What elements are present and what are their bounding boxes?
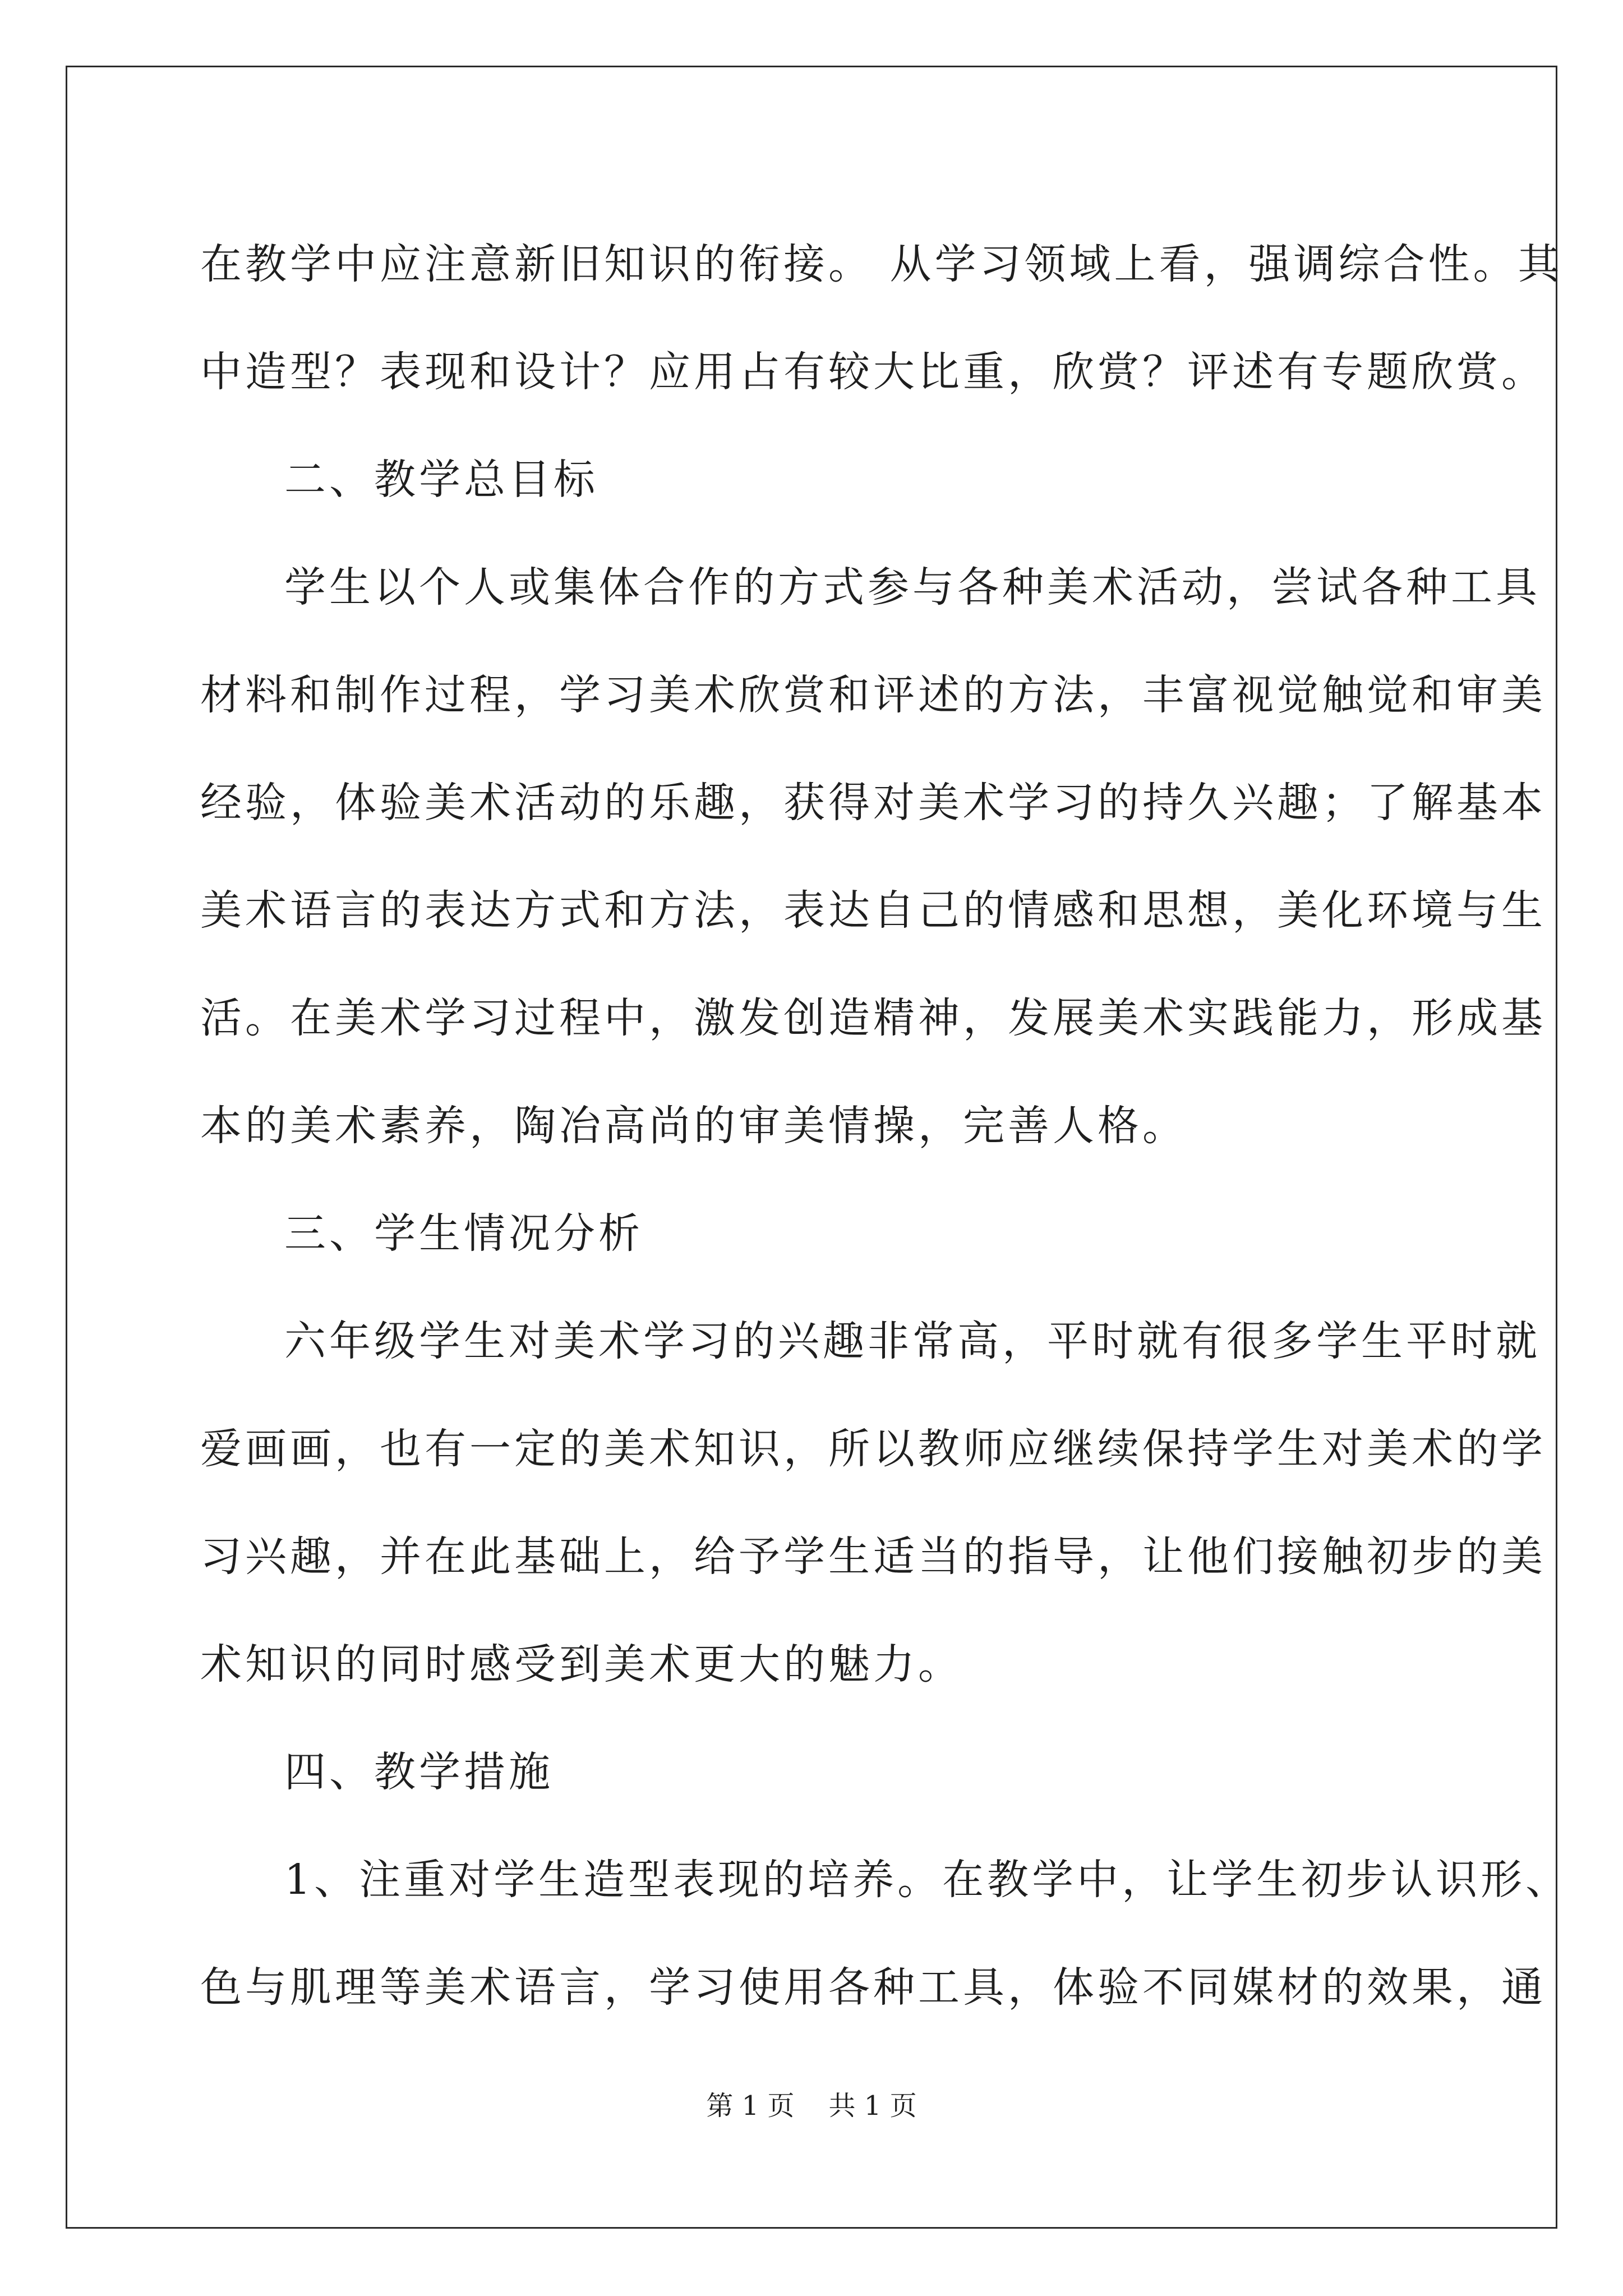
page-footer: 第 1 页 共 1 页	[706, 2090, 917, 2122]
text-line: 材料和制作过程，学习美术欣赏和评述的方法，丰富视觉触觉和审美	[200, 671, 1546, 719]
text-line: 1、注重对学生造型表现的培养。在教学中，让学生初步认识形、	[284, 1856, 1571, 1904]
text-line: 四、教学措施	[284, 1748, 554, 1796]
text-line: 在教学中应注意新旧知识的衔接。 从学习领域上看，强调综合性。其	[200, 240, 1563, 288]
text-line: 活。在美术学习过程中，激发创造精神，发展美术实践能力，形成基	[200, 994, 1546, 1042]
text-line: 术知识的同时感受到美术更大的魅力。	[200, 1640, 963, 1688]
document-body	[200, 210, 1571, 2041]
text-line: 学生以个人或集体合作的方式参与各种美术活动，尝试各种工具	[284, 563, 1541, 611]
text-line: 美术语言的表达方式和方法，表达自己的情感和思想，美化环境与生	[200, 886, 1546, 935]
text-line: 色与肌理等美术语言，学习使用各种工具，体验不同媒材的效果，通	[200, 1963, 1546, 2012]
text-line: 爱画画，也有一定的美术知识，所以教师应继续保持学生对美术的学	[200, 1425, 1546, 1473]
text-line: 二、教学总目标	[284, 455, 598, 504]
text-line: 经验，体验美术活动的乐趣，获得对美术学习的持久兴趣；了解基本	[200, 779, 1546, 827]
text-line: 中造型？表现和设计？应用占有较大比重，欣赏？评述有专题欣赏。	[200, 348, 1546, 396]
text-line: 习兴趣，并在此基础上，给予学生适当的指导，让他们接触初步的美	[200, 1533, 1546, 1581]
text-line: 六年级学生对美术学习的兴趣非常高，平时就有很多学生平时就	[284, 1317, 1541, 1365]
text-line: 三、学生情况分析	[284, 1209, 643, 1258]
text-line: 本的美术素养，陶冶高尚的审美情操，完善人格。	[200, 1102, 1187, 1150]
